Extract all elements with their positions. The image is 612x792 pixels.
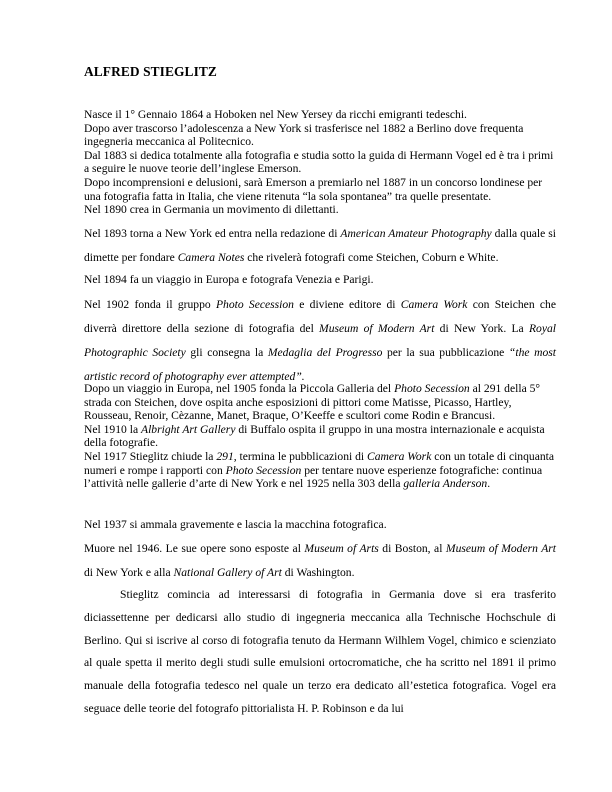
text-run: Nel 1910 la xyxy=(84,422,141,436)
text-run: per tentare nuove esperienze fotografiche: continua l’attività nelle gallerie d’arte di New York e nel 1925 nella 303 della xyxy=(84,463,543,491)
page-title: ALFRED STIEGLITZ xyxy=(84,64,217,79)
text-run: al 291 della 5° strada con Steichen, dove ospita anche esposizioni di pittori come Matisse, Picasso, Hartley, Rousseau, Renoir, Cèzanne, Manet, Braque, O’Keeffe e scultori come Rodin e Brancusi. xyxy=(84,382,541,423)
paragraph-1910 xyxy=(84,423,556,450)
museum-name: Museum of Modern Art xyxy=(319,322,435,335)
text-run: Dopo un viaggio in Europa, nel 1905 fonda la Piccola Galleria del xyxy=(84,382,395,395)
paragraph-1902 xyxy=(84,293,556,389)
text-run: di Washington. xyxy=(281,566,355,579)
text-run: di New York. La xyxy=(434,322,529,335)
intro-paragraphs xyxy=(84,108,556,217)
text-run: Muore nel 1946. Le sue opere sono esposte al xyxy=(84,542,305,555)
text-run: con un totale di cinquanta numeri e rompe i rapporti con xyxy=(84,449,555,477)
paragraph-1946 xyxy=(84,537,556,585)
paragraph-1894: Nel 1894 fa un viaggio in Europa e fotografa Venezia e Parigi. xyxy=(84,273,374,286)
text-run: Nel 1902 fonda il gruppo xyxy=(84,298,216,311)
group-name: Photo Secession xyxy=(225,463,302,477)
text-line: Nel 1890 crea in Germania un movimento di dilettanti. xyxy=(84,203,339,217)
paragraph-1937: Nel 1937 si ammala gravemente e lascia la macchina fotografica. xyxy=(84,518,387,531)
publication-title: Camera Notes xyxy=(177,251,245,264)
text-run: Nel 1893 torna a New York ed entra nella redazione di xyxy=(84,227,341,240)
text-line: Dal 1883 si dedica totalmente alla fotografia e studia sotto la guida di Hermann Vogel ed è tra i primi a seguire le nuove teorie dell’inglese Emerson. xyxy=(84,148,554,176)
museum-name: National Gallery of Art xyxy=(173,566,282,579)
museum-name: Museum of Arts xyxy=(304,542,379,555)
text-run: che rivelerà fotografi come Steichen, Coburn e White. xyxy=(244,251,499,264)
text-line: Dopo incomprensioni e delusioni, sarà Emerson a premiarlo nel 1887 in un concorso londinese per una fotografia fatta in Italia, che viene ritenuta “la sola spontanea” tra quelle presentate. xyxy=(84,175,543,203)
text-run: di Buffalo ospita il gruppo in una mostra internazionale e acquista della fotografie. xyxy=(84,422,545,450)
group-name: Photo Secession xyxy=(394,382,470,395)
society-name: Royal Photographic Society xyxy=(84,322,556,359)
paragraph-1905 xyxy=(84,382,556,423)
museum-name: Museum of Modern Art xyxy=(445,542,557,555)
text-run: . xyxy=(487,477,491,491)
publication-title: Camera Work xyxy=(400,298,468,311)
text-run: di Boston, al xyxy=(378,542,446,555)
gallery-name: 291, xyxy=(216,449,237,463)
text-run: con Steichen che diverrà direttore della sezione di fotografia del xyxy=(84,298,556,335)
publication-title: American Amateur Photography xyxy=(340,227,492,240)
paragraph-biography: Stieglitz comincia ad interessarsi di fotografia in Germania dove si era trasferito diciassettenne per dedicarsi allo studio di ingegneria meccanica alla Technische Hochschule di Berlino. Qui si iscrive al corso di fotografia tenuto da Hermann Wilhlem Vogel, chimico e scienziato al quale spetta il merito degli studi sulle emulsioni ortocromatiche, che ha scritto nel 1891 il primo manuale della fotografia tedesco nel quale un terzo era dedicato all’estetica fotografica. Vogel era seguace delle teorie del fotografo pittorialista H. P. Robinson e da lui xyxy=(84,588,556,715)
text-run: Nel 1917 Stieglitz chiude la xyxy=(84,449,217,463)
group-name: Photo Secession xyxy=(215,298,294,311)
gallery-name: Albright Art Gallery xyxy=(141,422,236,436)
paragraph-1917 xyxy=(84,450,556,491)
paragraph-1893 xyxy=(84,222,556,270)
text-run: per la sua pubblicazione xyxy=(382,346,509,359)
gallery-name: galleria Anderson xyxy=(403,477,488,491)
award-name: Medaglia del Progresso xyxy=(267,346,383,359)
text-run: termina le pubblicazioni di xyxy=(236,449,368,463)
text-run: di New York e alla xyxy=(84,566,174,579)
paragraphs-1905-1917 xyxy=(84,382,556,491)
text-run: dalla quale si dimette per fondare xyxy=(84,227,556,264)
text-run: e diviene editore di xyxy=(293,298,401,311)
text-line: Dopo aver trascorso l’adolescenza a New York si trasferisce nel 1882 a Berlino dove frequenta ingegneria meccanica al Politecnico. xyxy=(84,121,524,149)
quotation: “the most artistic record of photography ever attempted”. xyxy=(84,346,556,383)
text-run: gli consegna la xyxy=(185,346,268,359)
text-line: Nasce il 1° Gennaio 1864 a Hoboken nel New Yersey da ricchi emigranti tedeschi. xyxy=(84,108,467,121)
publication-title: Camera Work xyxy=(367,449,432,463)
